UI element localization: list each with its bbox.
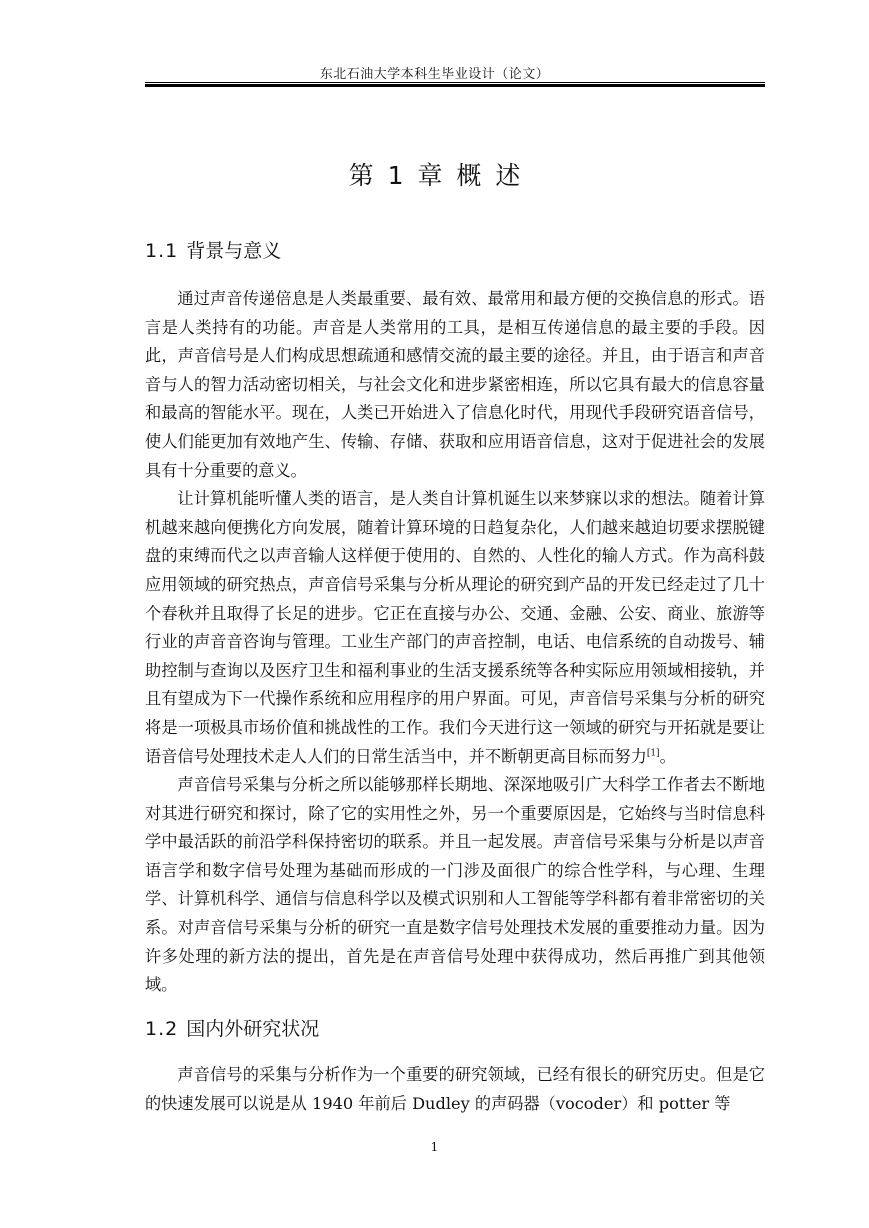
chapter-title: 第 1 章 概 述 <box>348 161 521 190</box>
section-number: 1.1 <box>145 240 179 262</box>
section-number: 1.2 <box>145 1018 179 1040</box>
section-heading-1-1 <box>145 236 765 263</box>
paragraph: 通过声音传递倍息是人类最重要、最有效、最常用和最方便的交换信息的形式。语言是人类持有的功能。声音是人类常用的工具，是相互传递信息的最主要的手段。因此，声音信号是人们构成思想疏通和感情交流的最主要的途径。并且，由于语言和声音音与人的智力活动密切相关，与社会文化和进步紧密相连，所以它具有最大的信息容量和最高的智能水平。现在，人类已开始进入了信息化时代，用现代手段研究语音信号，使人们能更加有效地产生、传输、存储、获取和应用语音信息，这对于促进社会的发展具有十分重要的意义。 <box>145 289 765 480</box>
section-heading-1-2 <box>145 1014 765 1041</box>
header-rule-thick <box>145 84 765 87</box>
paragraph-text: 让计算机能听懂人类的语言，是人类自计算机诞生以来梦寐以求的想法。随着计算机越来越向便携化方向发展，随着计算环境的日趋复杂化，人们越来越迫切要求摆脱键盘的束缚而代之以声音输人这样便于使用的、自然的、人性化的输人方式。作为高科鼓应用领域的研究热点，声音信号采集与分析从理论的研究到产品的开发已经走过了几十个春秋并且取得了长足的进步。它正在直接与办公、交通、金融、公安、商业、旅游等行业的声音音咨询与管理。工业生产部门的声音控制，电话、电信系统的自动拨号、辅助控制与查询以及医疗卫生和福利事业的生活支援系统等各种实际应用领域相接轨，并且有望成为下一代操作系统和应用程序的用户界面。可见，声音信号采集与分析的研究将是一项极具市场价值和挑战性的工作。我们今天进行这一领域的研究与开拓就是要让语音信号处理技术走人人们的日常生活当中，并不断朝更高目标而努力 <box>145 489 765 766</box>
paragraph: 声音信号采集与分析之所以能够那样长期地、深深地吸引广大科学工作者去不断地对其进行研究和探讨，除了它的实用性之外，另一个重要原因是，它始终与当时信息科学中最活跃的前沿学科保持密切的联系。并且一起发展。声音信号采集与分析是以声音语言学和数字信号处理为基础而形成的一门涉及面很广的综合性学科，与心理、生理学、计算机科学、通信与信息科学以及模式识别和人工智能等学科都有着非常密切的关系。对声音信号采集与分析的研究一直是数字信号处理技术发展的重要推动力量。因为许多处理的新方法的提出，首先是在声音信号处理中获得成功，然后再推广到其他领域。 <box>145 775 765 995</box>
section-body-1-2 <box>145 1061 765 1118</box>
paragraph <box>145 485 765 771</box>
section-title: 背景与意义 <box>186 240 282 262</box>
running-header: 东北石油大学本科生毕业设计（论文） <box>319 67 550 82</box>
section-title: 国内外研究状况 <box>186 1018 320 1040</box>
section-body-1-1 <box>145 285 765 1000</box>
page-number: 1 <box>430 1140 439 1154</box>
citation-marker: [1] <box>646 748 660 759</box>
paragraph: 声音信号的采集与分析作为一个重要的研究领域，已经有很长的研究历史。但是它的快速发展可以说是从 1940 年前后 Dudley 的声码器（vocoder）和 potter 等 <box>145 1065 765 1113</box>
header-rule-thin <box>145 82 765 83</box>
paragraph-end: 。 <box>659 746 676 766</box>
